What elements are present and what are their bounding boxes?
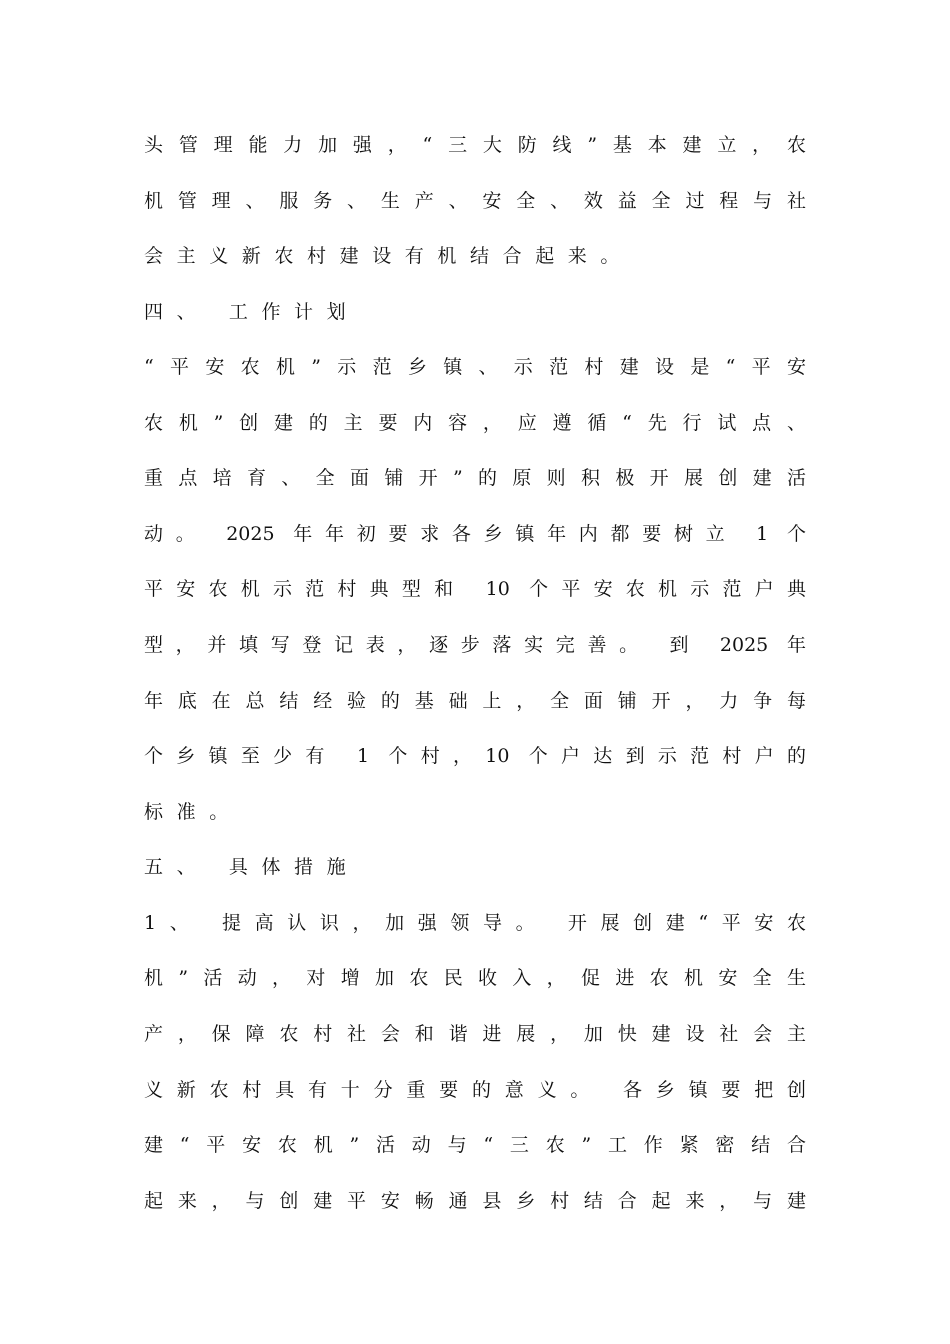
text-line: 年底在总结经验的基础上，全面铺开，力争每 xyxy=(144,690,806,712)
text-line: 机管理、服务、生产、安全、效益全过程与社 xyxy=(144,190,806,212)
text-line: 建“平安农机”活动与“三农”工作紧密结合 xyxy=(144,1134,806,1156)
text-line: 1、 提高认识，加强领导。 开展创建“平安农 xyxy=(144,912,806,934)
text-line: 动。 2025 年年初要求各乡镇年内都要树立 1 个 xyxy=(144,523,806,545)
section-heading: 五、 具体措施 xyxy=(144,856,360,878)
text-line: 重点培育、全面铺开”的原则积极开展创建活 xyxy=(144,467,806,489)
text-line: 农机”创建的主要内容，应遵循“先行试点、 xyxy=(144,412,806,434)
text-line: 机”活动，对增加农民收入，促进农机安全生 xyxy=(144,967,806,989)
text-line: 标准。 xyxy=(144,801,242,823)
text-line: 头管理能力加强，“三大防线”基本建立，农 xyxy=(144,134,806,156)
text-line: 型，并填写登记表，逐步落实完善。 到 2025 年 xyxy=(144,634,806,656)
text-line: 产，保障农村社会和谐进展，加快建设社会主 xyxy=(144,1023,806,1045)
text-line: 会主义新农村建设有机结合起来。 xyxy=(144,245,634,267)
text-line: 个乡镇至少有 1 个村，10 个户达到示范村户的 xyxy=(144,745,806,767)
text-line: 义新农村具有十分重要的意义。 各乡镇要把创 xyxy=(144,1079,806,1101)
text-line: “平安农机”示范乡镇、示范村建设是“平安 xyxy=(144,356,806,378)
text-line: 起来，与创建平安畅通县乡村结合起来，与建 xyxy=(144,1190,806,1212)
section-heading: 四、 工作计划 xyxy=(144,301,360,323)
text-line: 平安农机示范村典型和 10 个平安农机示范户典 xyxy=(144,578,806,600)
